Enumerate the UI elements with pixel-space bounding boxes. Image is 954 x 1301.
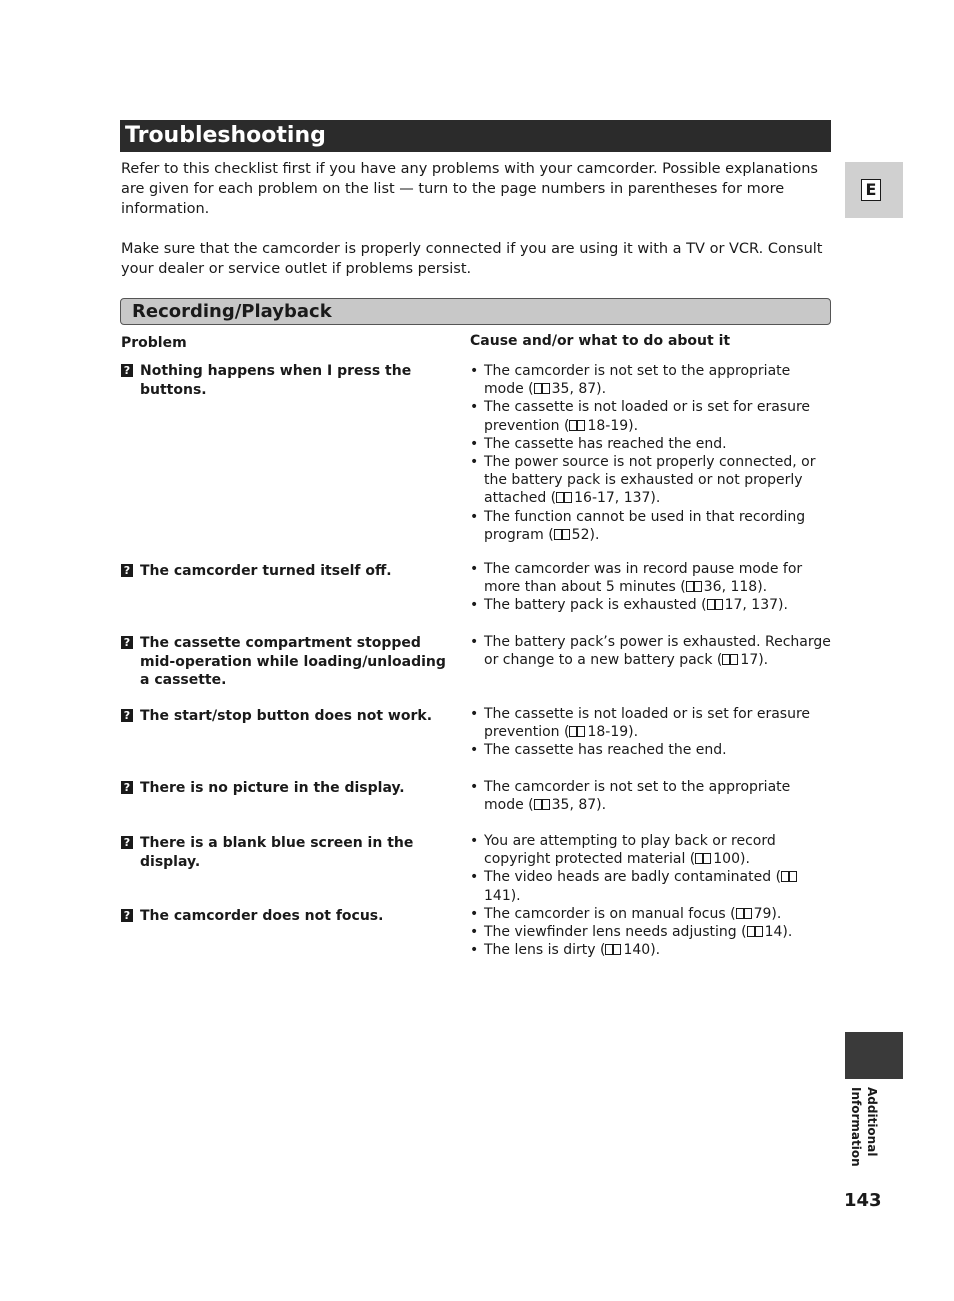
page-title: Troubleshooting <box>120 120 831 152</box>
question-mark-icon: ? <box>121 636 133 649</box>
cause-list <box>470 832 832 905</box>
cause-list <box>470 560 832 615</box>
cause-text: The battery pack’s power is exhausted. Recharge or change to a new battery pack ( <box>484 634 831 669</box>
page-reference: 35, 87). <box>551 797 607 814</box>
cause-list <box>470 905 832 960</box>
bullet: • <box>470 399 479 416</box>
book-reference-icon <box>686 581 702 592</box>
side-section-label: Additional Information <box>849 1087 879 1167</box>
question-mark-icon: ? <box>121 364 133 377</box>
page-reference: 140). <box>623 942 661 959</box>
question-mark-icon: ? <box>121 564 133 577</box>
cause-item <box>470 362 832 398</box>
page-reference: 79). <box>753 906 782 922</box>
question-mark-icon: ? <box>121 781 133 794</box>
problem-item <box>121 834 456 871</box>
problem-text: Nothing happens when I press the buttons. <box>140 363 412 398</box>
question-mark-icon: ? <box>121 836 133 849</box>
problem-item <box>121 907 456 926</box>
cause-item <box>470 905 832 923</box>
page-reference: 52). <box>571 526 600 543</box>
page-reference: 16-17, 137). <box>574 490 661 507</box>
problem-column-header: Problem <box>121 335 187 351</box>
book-reference-icon <box>781 871 797 882</box>
cause-text: The function cannot be used in that recording program ( <box>484 508 806 543</box>
page-reference: 35, 87). <box>551 381 607 398</box>
bullet: • <box>470 779 479 795</box>
bullet: • <box>470 508 479 525</box>
bullet: • <box>470 869 479 886</box>
book-reference-icon <box>605 944 621 955</box>
cause-item <box>470 705 832 741</box>
cause-item <box>470 435 832 453</box>
problem-text: The cassette compartment stopped mid-operation while loading/unloading a cassette. <box>140 635 446 688</box>
intro-paragraph: Make sure that the camcorder is properly connected if you are using it with a TV or VCR. Consult your dealer or service outlet if problems persist. <box>121 241 823 277</box>
book-reference-icon <box>534 383 550 394</box>
problem-item <box>121 562 456 581</box>
bullet: • <box>470 942 479 959</box>
cause-item <box>470 741 832 759</box>
cause-item <box>470 778 832 814</box>
cause-list <box>470 362 832 544</box>
cause-text: The lens is dirty ( <box>484 942 606 959</box>
book-reference-icon <box>695 853 711 864</box>
page-number: 143 <box>844 1190 882 1211</box>
page-reference: 14). <box>764 924 793 941</box>
cause-text: The power source is not properly connected, or the battery pack is exhausted or not properly attached ( <box>484 454 816 507</box>
section-title: Recording/Playback <box>120 298 831 325</box>
book-reference-icon <box>736 908 752 919</box>
cause-text: The cassette has reached the end. <box>484 742 727 759</box>
problem-item <box>121 779 456 798</box>
problem-text: The camcorder turned itself off. <box>140 563 392 579</box>
problem-item <box>121 634 456 690</box>
cause-text: The camcorder is on manual focus ( <box>484 906 736 922</box>
cause-item <box>470 453 832 508</box>
page-reference: 36, 118). <box>703 579 768 596</box>
cause-item <box>470 923 832 941</box>
book-reference-icon <box>556 492 572 503</box>
cause-text: The cassette is not loaded or is set for erasure prevention ( <box>484 399 811 434</box>
bullet: • <box>470 742 479 759</box>
book-reference-icon <box>569 726 585 737</box>
cause-text: The battery pack is exhausted ( <box>484 597 707 614</box>
page-reference: 141). <box>484 887 521 904</box>
cause-column-header: Cause and/or what to do about it <box>470 333 731 349</box>
cause-list <box>470 778 832 814</box>
problem-text: There is no picture in the display. <box>140 780 405 796</box>
cause-item <box>470 941 832 959</box>
cause-item <box>470 868 832 904</box>
cause-item <box>470 832 832 868</box>
cause-text: The viewfinder lens needs adjusting ( <box>484 924 747 941</box>
cause-text: You are attempting to play back or record copyright protected material ( <box>484 833 776 868</box>
book-reference-icon <box>534 799 550 810</box>
book-reference-icon <box>554 529 570 540</box>
cause-text: The cassette has reached the end. <box>484 435 727 452</box>
section-tab-marker <box>845 1032 903 1079</box>
question-mark-icon: ? <box>121 909 133 922</box>
page-reference: 18-19). <box>587 417 639 434</box>
problem-item <box>121 707 456 726</box>
cause-item <box>470 596 832 614</box>
bullet: • <box>470 363 479 379</box>
book-reference-icon <box>747 926 763 937</box>
page-reference: 18-19). <box>587 724 639 741</box>
book-reference-icon <box>722 654 738 665</box>
cause-item <box>470 560 832 596</box>
language-tab <box>845 162 903 218</box>
bullet: • <box>470 435 479 452</box>
cause-list <box>470 633 832 669</box>
intro-paragraph: Refer to this checklist first if you have any problems with your camcorder. Possible explanations are given for each problem on the list — turn to the page numbers in parentheses for more information. <box>121 161 818 217</box>
bullet: • <box>470 634 479 650</box>
bullet: • <box>470 924 479 941</box>
language-tab-letter: E <box>861 179 881 201</box>
bullet: • <box>470 454 479 471</box>
cause-list <box>470 705 832 760</box>
cause-item <box>470 398 832 434</box>
question-mark-icon: ? <box>121 709 133 722</box>
page-reference: 17). <box>740 652 769 669</box>
problem-text: The camcorder does not focus. <box>140 908 384 924</box>
cause-text: The video heads are badly contaminated ( <box>484 869 782 886</box>
bullet: • <box>470 597 479 614</box>
bullet: • <box>470 906 479 922</box>
problem-item <box>121 362 456 399</box>
problem-text: There is a blank blue screen in the display. <box>140 835 414 870</box>
bullet: • <box>470 561 479 577</box>
cause-item <box>470 633 832 669</box>
cause-item <box>470 508 832 544</box>
cause-text: The cassette is not loaded or is set for erasure prevention ( <box>484 706 811 741</box>
bullet: • <box>470 706 479 722</box>
cause-text: The camcorder is not set to the appropriate mode ( <box>484 779 791 814</box>
book-reference-icon <box>569 420 585 431</box>
cause-text: The camcorder is not set to the appropriate mode ( <box>484 363 791 398</box>
cause-text: The camcorder was in record pause mode for more than about 5 minutes ( <box>484 561 803 596</box>
page-reference: 17, 137). <box>724 597 788 614</box>
book-reference-icon <box>707 599 723 610</box>
problem-text: The start/stop button does not work. <box>140 708 433 724</box>
bullet: • <box>470 833 479 849</box>
page-reference: 100). <box>713 851 750 868</box>
